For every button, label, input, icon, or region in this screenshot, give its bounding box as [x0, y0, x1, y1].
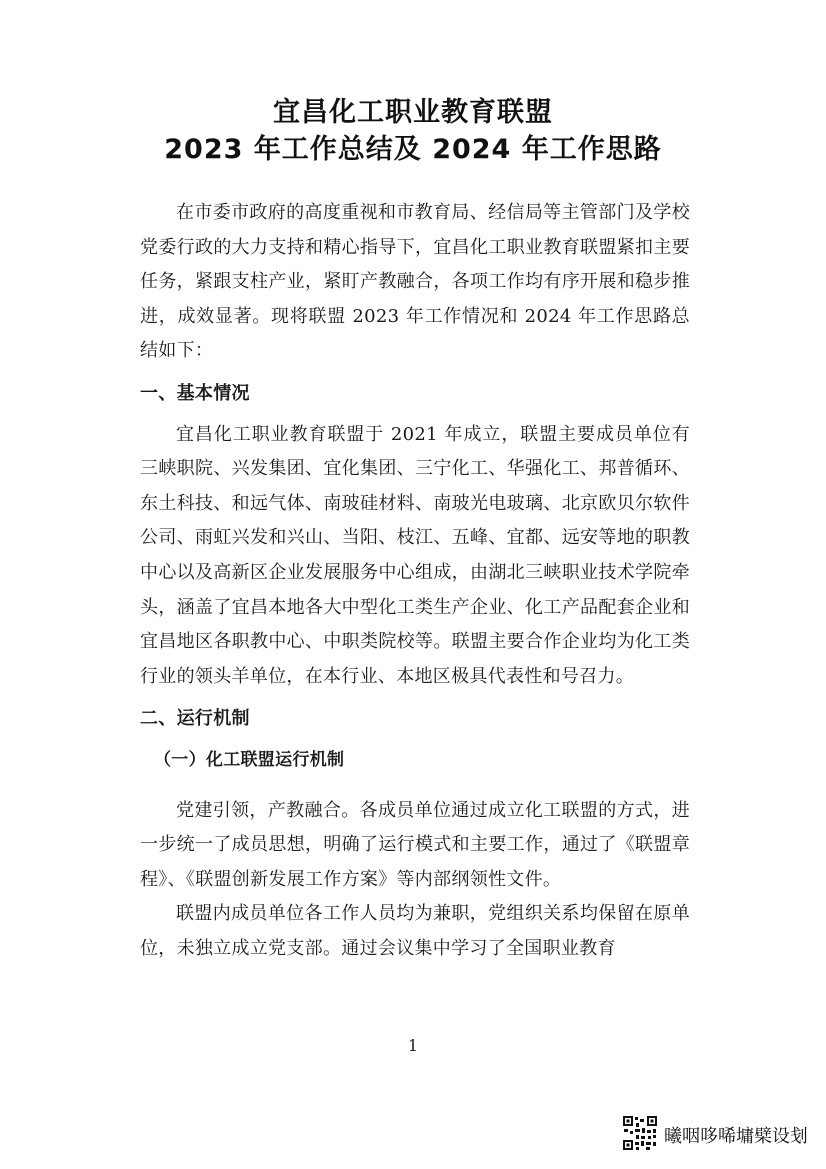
document-title-line2: 2023 年工作总结及 2024 年工作思路	[164, 134, 662, 165]
qr-code-icon	[622, 1115, 658, 1151]
section2-subheading: （一）化工联盟运行机制	[154, 749, 345, 770]
section1-heading: 一、基本情况	[140, 382, 250, 404]
document-title-line1: 宜昌化工职业教育联盟	[273, 97, 553, 128]
section2-heading: 二、运行机制	[140, 708, 250, 730]
intro-paragraph: 在市委市政府的高度重视和市教育局、经信局等主管部门及学校党委行政的大力支持和精心指导下，宜昌化工职业教育联盟紧扣主要任务，紧跟支柱产业，紧盯产教融合，各项工作均有序开展和稳步推进，成效显著。现将联盟 2023 年工作情况和 2024 年工作思路总结如下：	[140, 202, 690, 362]
footer-stamp-text: 曦咽哆唏墉檗设刬	[664, 1126, 808, 1147]
section1-paragraph: 宜昌化工职业教育联盟于 2021 年成立，联盟主要成员单位有三峡职院、兴发集团、宜化集团、三宁化工、华强化工、邦普循环、东土科技、和远气体、南玻硅材料、南玻光电玻璃、北京欧贝尔软件公司、雨虹兴发和兴山、当阳、枝江、五峰、宜都、远安等地的职教中心以及高新区企业发展服务中心组成，由湖北三峡职业技术学院牵头，涵盖了宜昌本地各大中型化工类生产企业、化工产品配套企业和宜昌地区各职教中心、中职类院校等。联盟主要合作企业均为化工类行业的领头羊单位，在本行业、本地区极具代表性和号召力。	[140, 423, 690, 687]
section2-paragraph2: 联盟内成员单位各工作人员均为兼职，党组织关系均保留在原单位，未独立成立党支部。通过会议集中学习了全国职业教育	[140, 903, 690, 959]
page-number: 1	[407, 1036, 419, 1055]
section2-paragraph1: 党建引领，产教融合。各成员单位通过成立化工联盟的方式，进一步统一了成员思想，明确了运行模式和主要工作，通过了《联盟章程》、《联盟创新发展工作方案》等内部纲领性文件。	[140, 799, 690, 890]
document-body	[140, 196, 690, 966]
